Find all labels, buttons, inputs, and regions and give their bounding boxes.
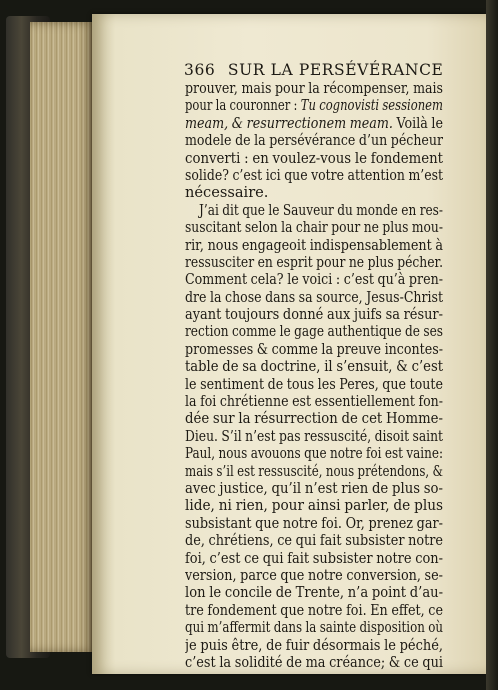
text-segment: ayant toujours donné aux juifs sa résur- <box>185 306 443 324</box>
text-segment: nécessaire. <box>185 184 269 202</box>
text-line <box>185 254 443 271</box>
text-segment: modele de la persévérance d’un pécheur <box>185 132 443 150</box>
text-line <box>185 306 443 323</box>
text-segment: table de sa doctrine, il s’ensuit, & c’est <box>185 358 443 376</box>
text-segment: ressusciter en esprit pour ne plus pécher. <box>185 253 443 271</box>
text-line <box>185 202 443 219</box>
text-segment: qui m’affermit dans la sainte disposition où <box>185 619 443 637</box>
text-segment: tre fondement que notre foi. En effet, ce <box>185 601 443 619</box>
text-segment: je puis être, de fuir désormais le péché, <box>185 636 443 654</box>
text-line <box>185 428 443 445</box>
italic-text: meam, & resurrectionem meam. <box>185 114 393 132</box>
text-segment: foi, c’est ce qui fait subsister notre con- <box>185 549 443 567</box>
text-segment: Comment cela? le voici : c’est qu’à pren- <box>185 271 443 289</box>
text-line <box>185 132 443 149</box>
text-segment: converti : en voulez-vous le fondement <box>185 149 443 167</box>
text-line <box>185 532 443 549</box>
facing-page-edge <box>486 0 498 690</box>
text-segment: Paul, nous avouons que notre foi est vaine: <box>185 445 443 463</box>
text-line <box>185 219 443 236</box>
text-line <box>185 393 443 410</box>
text-segment: Dieu. S’il n’est pas ressuscité, disoit saint <box>185 427 443 445</box>
text-segment: mais s’il est ressuscité, nous prétendons, & <box>185 462 443 480</box>
text-line <box>185 237 443 254</box>
text-line <box>185 497 443 514</box>
text-segment: subsistant que notre foi. Or, prenez gar- <box>185 514 443 532</box>
text-line <box>185 323 443 340</box>
text-line <box>185 463 443 480</box>
text-segment: Voilà le <box>392 114 443 132</box>
text-segment: lon le concile de Trente, n’a point d’au- <box>185 584 443 602</box>
text-segment: rection comme le gage authentique de ses <box>185 323 443 341</box>
body-text <box>185 80 443 671</box>
text-line <box>185 480 443 497</box>
running-title: SUR LA PERSÉVÉRANCE <box>227 61 444 79</box>
text-segment: solide? c’est ici que votre attention m’est <box>185 166 443 184</box>
text-segment: pour la couronner : <box>185 97 301 115</box>
text-line <box>185 602 443 619</box>
text-line <box>185 184 443 201</box>
text-line <box>185 289 443 306</box>
text-segment: prouver, mais pour la récompenser, mais <box>185 80 443 97</box>
text-line <box>185 567 443 584</box>
text-line <box>185 167 443 184</box>
text-segment: le sentiment de tous les Peres, que toute <box>185 375 443 393</box>
text-line <box>185 376 443 393</box>
text-line <box>185 115 443 132</box>
text-line <box>185 515 443 532</box>
text-segment: version, parce que notre conversion, se- <box>185 566 443 584</box>
text-line <box>185 550 443 567</box>
text-line <box>185 271 443 288</box>
page-number: 366 <box>184 61 216 79</box>
text-segment: dée sur la résurrection de cet Homme- <box>185 410 443 428</box>
text-segment: de, chrétiens, ce qui fait subsister notre <box>185 532 443 550</box>
text-line <box>185 654 443 671</box>
text-segment: c’est la solidité de ma créance; & ce qui <box>185 653 443 671</box>
italic-text: Tu cognovisti sessionem <box>300 97 443 115</box>
text-line <box>185 410 443 427</box>
text-segment: rir, nous engageoit indispensablement à <box>185 236 443 254</box>
text-segment: lide, ni rien, pour ainsi parler, de plus <box>185 497 443 515</box>
text-line <box>185 97 443 114</box>
text-line <box>185 584 443 601</box>
text-line <box>185 619 443 636</box>
text-line <box>185 150 443 167</box>
text-segment: suscitant selon la chair pour ne plus mou- <box>185 219 443 237</box>
text-line <box>185 80 443 97</box>
page-stack-edge <box>30 22 94 652</box>
text-segment: la foi chrétienne est essentiellement fon- <box>185 393 443 411</box>
text-line <box>185 358 443 375</box>
text-line <box>185 341 443 358</box>
text-segment: promesses & comme la preuve incontes- <box>185 340 443 358</box>
text-segment: J’ai dit que le Sauveur du monde en res- <box>199 201 443 219</box>
text-segment: dre la chose dans sa source, Jesus-Christ <box>185 288 443 306</box>
text-line <box>185 637 443 654</box>
text-line <box>185 445 443 462</box>
text-segment: avec justice, qu’il n’est rien de plus so- <box>185 479 443 497</box>
